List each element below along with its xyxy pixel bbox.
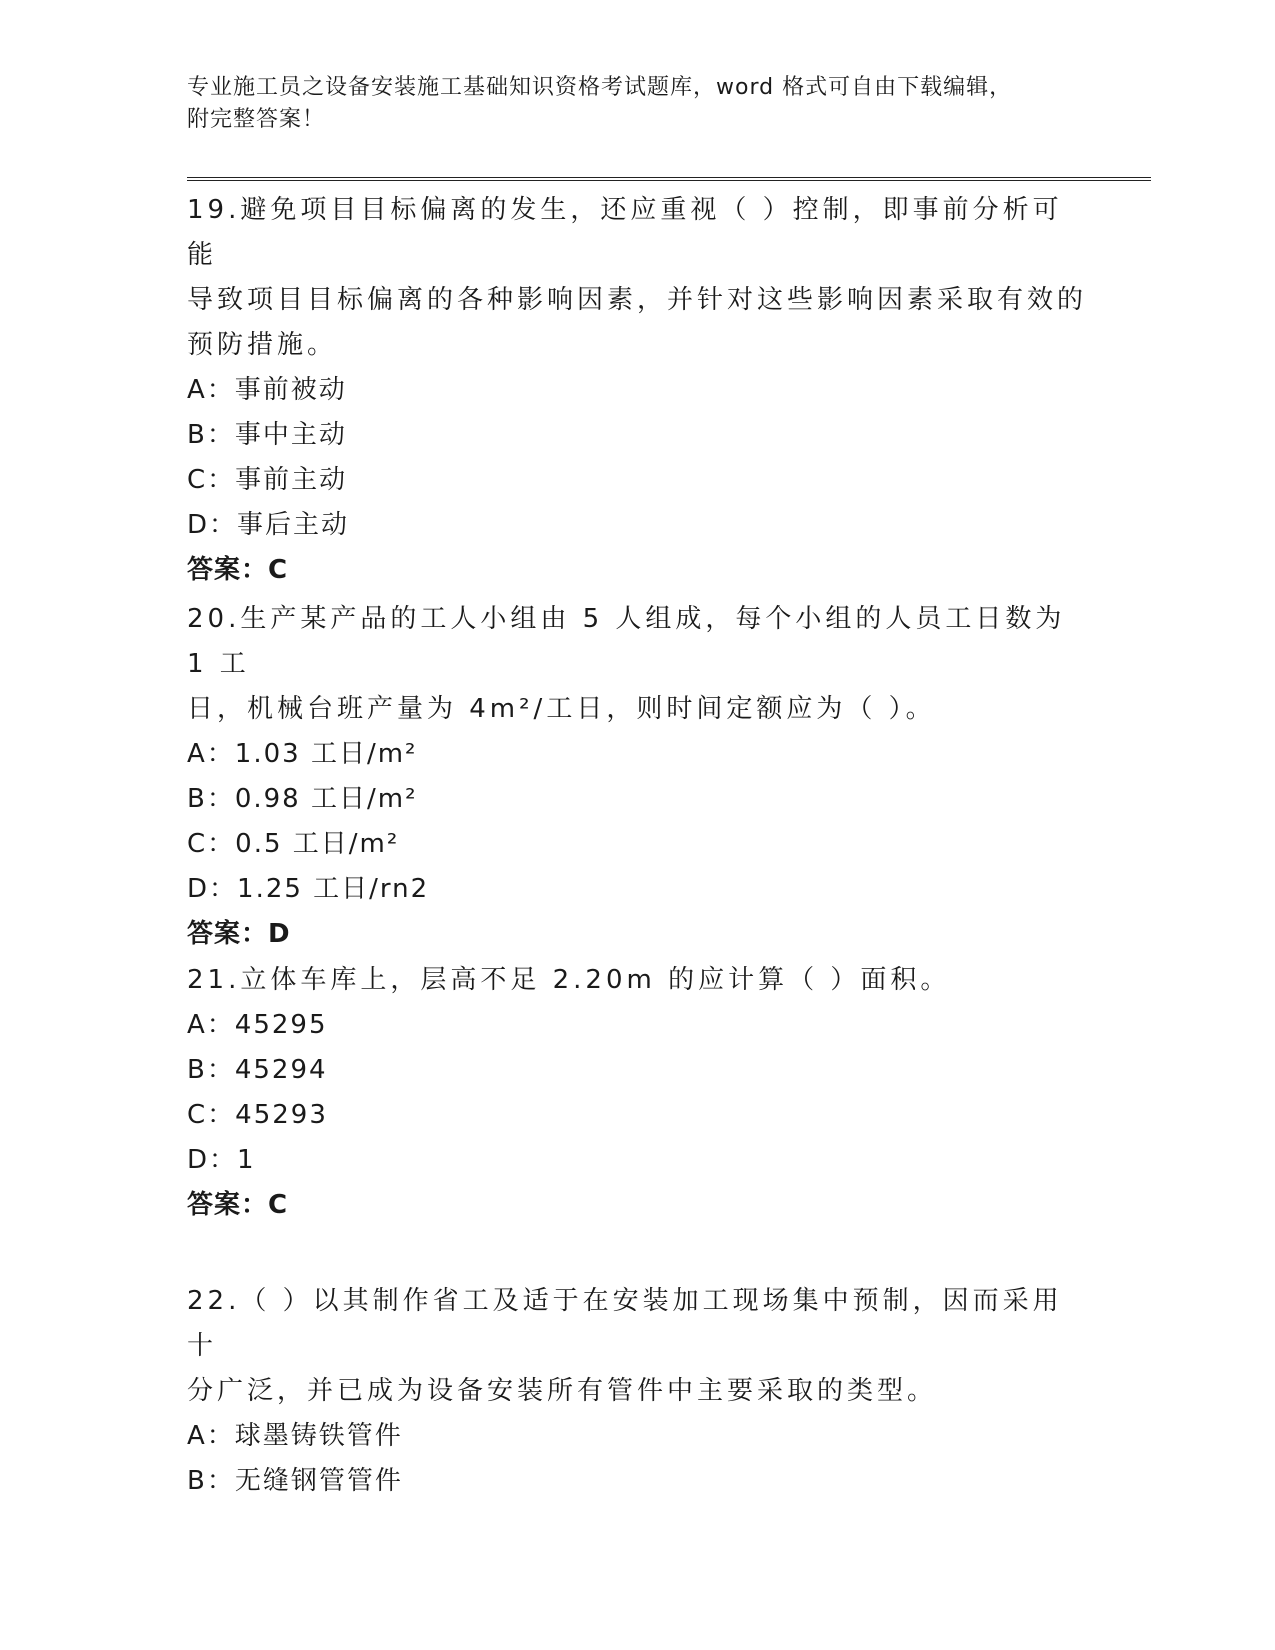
option-a: A：1.03 工日/m² bbox=[187, 739, 418, 769]
option-c: C：0.5 工日/m² bbox=[187, 829, 400, 859]
question-stem-line: 日，机械台班产量为 4m²/工日，则时间定额应为（ ）。 bbox=[187, 694, 936, 724]
question-stem-line: 19.避免项目目标偏离的发生，还应重视（ ）控制，即事前分析可能 bbox=[187, 195, 1063, 270]
option-b: B：0.98 工日/m² bbox=[187, 784, 418, 814]
question-stem-line: 22.（ ）以其制作省工及适于在安装加工现场集中预制，因而采用十 bbox=[187, 1286, 1063, 1361]
option-c: C：45293 bbox=[187, 1100, 328, 1130]
option-a: A：45295 bbox=[187, 1010, 328, 1040]
option-b: B：无缝钢管管件 bbox=[187, 1466, 403, 1496]
question-20 bbox=[187, 597, 1087, 957]
option-a: A：球墨铸铁管件 bbox=[187, 1421, 403, 1451]
question-21 bbox=[187, 958, 1087, 1228]
answer-line: 答案：D bbox=[187, 919, 291, 949]
question-stem-line: 导致项目目标偏离的各种影响因素，并针对这些影响因素采取有效的 bbox=[187, 285, 1088, 315]
option-d: D：1.25 工日/rn2 bbox=[187, 874, 430, 904]
option-a: A：事前被动 bbox=[187, 375, 347, 405]
option-d: D：1 bbox=[187, 1145, 256, 1175]
header-line-2: 附完整答案！ bbox=[187, 107, 326, 132]
option-c: C：事前主动 bbox=[187, 465, 348, 495]
question-stem-line: 20.生产某产品的工人小组由 5 人组成，每个小组的人员工日数为 1 工 bbox=[187, 604, 1066, 679]
question-19 bbox=[187, 188, 1087, 593]
question-stem-line: 预防措施。 bbox=[187, 330, 338, 360]
answer-line: 答案：C bbox=[187, 1190, 289, 1220]
question-22 bbox=[187, 1279, 1087, 1504]
option-b: B：45294 bbox=[187, 1055, 328, 1085]
header-line-1: 专业施工员之设备安装施工基础知识资格考试题库，word 格式可自由下载编辑， bbox=[187, 75, 1013, 100]
answer-line: 答案：C bbox=[187, 555, 289, 585]
document-header bbox=[187, 72, 1087, 136]
header-divider bbox=[187, 177, 1151, 181]
question-stem-line: 分广泛，并已成为设备安装所有管件中主要采取的类型。 bbox=[187, 1376, 938, 1406]
question-stem-line: 21.立体车库上，层高不足 2.20m 的应计算（ ）面积。 bbox=[187, 965, 951, 995]
option-b: B：事中主动 bbox=[187, 420, 347, 450]
option-d: D：事后主动 bbox=[187, 510, 350, 540]
